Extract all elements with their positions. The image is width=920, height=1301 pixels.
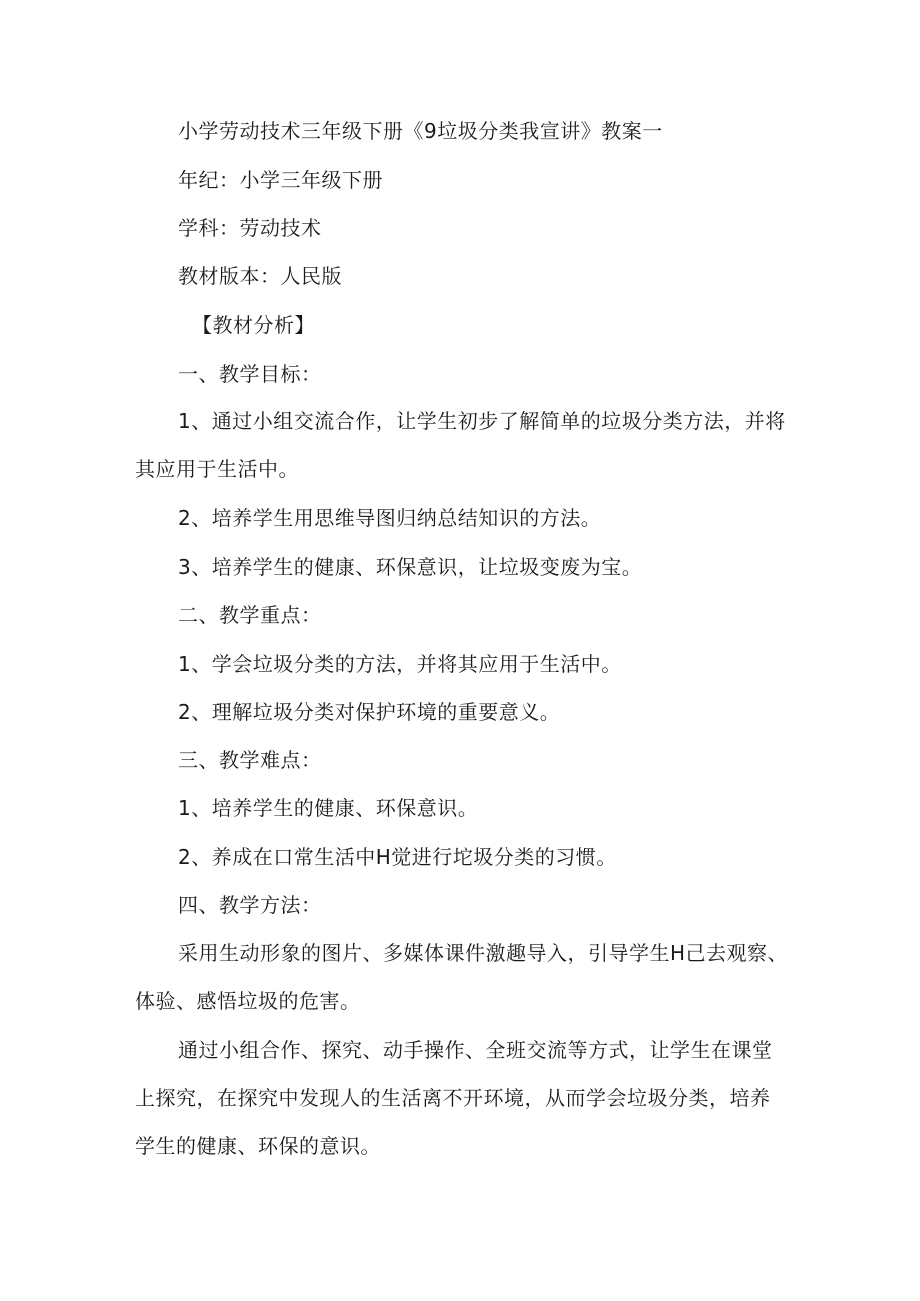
document-title: 小学劳动技术三年级下册《9垃圾分类我宣讲》教案一: [178, 119, 663, 143]
difficulty-item: 2、养成在口常生活中H觉进行坨圾分类的习惯。: [178, 845, 617, 869]
goal-item: 2、培养学生用思维导图归纳总结知识的方法。: [178, 506, 602, 530]
edition-line: 教材版本：人民版: [178, 264, 342, 288]
difficulty-item: 1、培养学生的健康、环保意识。: [178, 796, 479, 820]
key-point-item: 2、理解垃圾分类对保护环境的重要意义。: [178, 700, 561, 724]
method-paragraph: 通过小组合作、探究、动手操作、全班交流等方式，让学生在课堂上探究，在探究中发现人的生活离不开环境，从而学会垃圾分类，培养学生的健康、环保的意识。: [135, 1038, 773, 1158]
key-points-heading: 二、教学重点：: [178, 603, 322, 627]
goals-heading: 一、教学目标：: [178, 362, 322, 386]
goal-item: 1、通过小组交流合作，让学生初步了解简单的垃圾分类方法，并将其应用于生活中。: [135, 409, 786, 481]
goal-item: 3、培养学生的健康、环保意识，让垃圾变废为宝。: [178, 555, 643, 579]
key-point-item: 1、学会垃圾分类的方法，并将其应用于生活中。: [178, 652, 622, 676]
section-header: 【教材分析】: [192, 313, 315, 337]
methods-heading: 四、教学方法：: [178, 893, 322, 917]
method-paragraph: 采用生动形象的图片、多媒体课件激趣导入，引导学生H己去观察、体验、感悟垃圾的危害。: [135, 941, 789, 1013]
difficulties-heading: 三、教学难点：: [178, 748, 322, 772]
grade-line: 年纪：小学三年级下册: [178, 168, 383, 192]
subject-line: 学科：劳动技术: [178, 216, 322, 240]
